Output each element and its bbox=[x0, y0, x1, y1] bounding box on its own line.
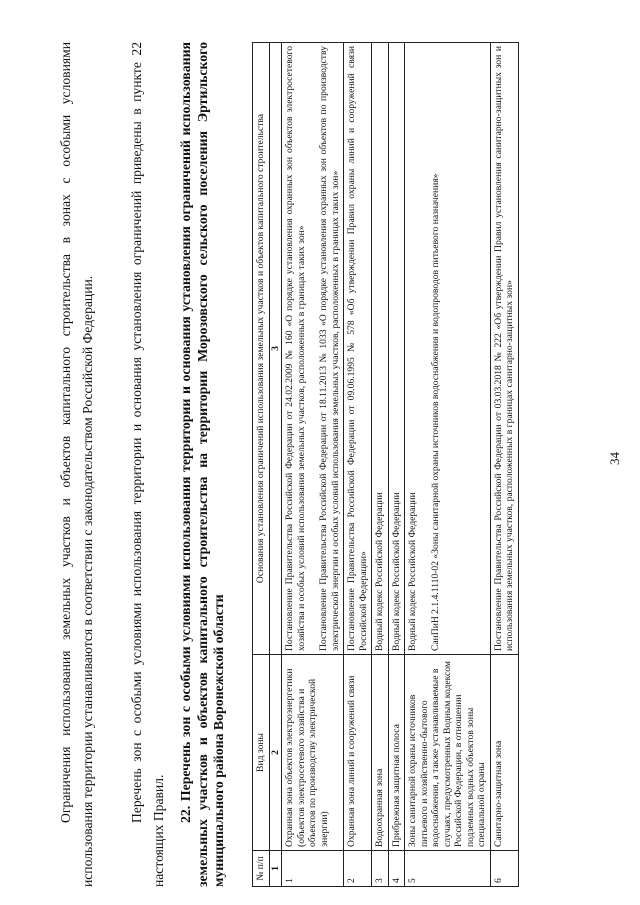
table-header-row bbox=[253, 43, 270, 887]
table-row bbox=[344, 43, 372, 887]
row-number: 1 bbox=[282, 851, 344, 887]
row-number: 4 bbox=[388, 851, 405, 887]
zone-basis bbox=[490, 43, 518, 655]
zone-basis bbox=[405, 43, 491, 655]
basis-text: Водный кодекс Российской Федерации bbox=[390, 492, 402, 651]
basis-text: Постановление Правительства Российской Федерации от 03.03.2018 № 222 «Об утверждении Правил установления санитарно-защитных зон и использования земельных участков, расположенных в границах санитарно-защитных зон» bbox=[492, 46, 515, 651]
table-row bbox=[282, 43, 344, 887]
basis-text: СанПиН 2.1.4.1110-02 «Зоны санитарной охраны источников водоснабжения и водопроводов питьевого назначения» bbox=[429, 173, 441, 651]
zone-basis bbox=[372, 43, 389, 655]
column-number: 2 bbox=[269, 655, 282, 851]
row-number: 5 bbox=[405, 851, 491, 887]
table-row bbox=[490, 43, 518, 887]
zone-type: Охранная зона объектов электроэнергетики (объектов электросетевого хозяйства и объектов по производству электрической энергии) bbox=[282, 655, 344, 851]
zone-type: Санитарно-защитная зона bbox=[490, 655, 518, 851]
header-number: № п/п bbox=[253, 851, 270, 887]
row-number: 2 bbox=[344, 851, 372, 887]
paragraph-list-reference: Перечень зон с особыми условиями использования территории и основания установления ограничений приведены в пункте 22 настоящих Правил. bbox=[129, 42, 166, 887]
zone-basis bbox=[344, 43, 372, 655]
section-heading: 22. Перечень зон с особыми условиями использования территории и основания установления ограничений использования земельных участков и объектов капитального строительства на территории Морозовского сельского поселения Эртильского муниципального района Воронежской области bbox=[178, 42, 226, 887]
basis-text: Водный кодекс Российской Федерации bbox=[374, 492, 385, 651]
header-basis: Основания установления ограничений использования земельных участков и объектов капитального строительства bbox=[253, 43, 270, 655]
page-number: 34 bbox=[607, 452, 622, 465]
zone-basis bbox=[388, 43, 405, 655]
zone-type: Охранная зона линий и сооружений связи bbox=[344, 655, 372, 851]
table-row bbox=[372, 43, 389, 887]
table-row bbox=[388, 43, 405, 887]
basis-text: Постановление Правительства Российской Федерации от 09.06.1995 № 578 «Об утверждении Правил охраны линий и сооружений связи Российской Федерации» bbox=[346, 46, 369, 651]
column-number: 1 bbox=[269, 851, 282, 887]
row-number: 6 bbox=[490, 851, 518, 887]
zone-type: Прибрежная защитная полоса bbox=[388, 655, 405, 851]
zones-table bbox=[252, 42, 519, 887]
zone-basis bbox=[282, 43, 344, 655]
paragraph-restrictions: Ограничения использования земельных участков и объектов капитального строительства в зонах с особыми условиями использования территории устанавливаются в соответствии с законодательством Российской Федерации. bbox=[58, 42, 95, 887]
basis-text: Постановление Правительства Российской Федерации от 24.02.2009 № 160 «О порядке установления охранных зон объектов электросетевого хозяйства и особых условий использования земельных участков, расположенных в границах таких зон» bbox=[284, 46, 307, 651]
table-row bbox=[405, 43, 491, 887]
header-zone-type: Вид зоны bbox=[253, 655, 270, 851]
basis-text: Водный кодекс Российской Федерации bbox=[407, 492, 418, 651]
basis-text: Постановление Правительства Российской Федерации от 18.11.2013 № 1033 «О порядке установления охранных зон объектов по производству электрической энергии и особых условий использования земельных участков, расположенных в границах таких зон» bbox=[318, 46, 341, 651]
column-number-row bbox=[269, 43, 282, 887]
zone-type: Водоохранная зона bbox=[372, 655, 389, 851]
zone-type: Зоны санитарной охраны источников питьевого и хозяйственно-бытового водоснабжения, а также устанавливаемые в случаях, предусмотренных Водным кодексом Российской Федерации, в отношении подземных водных объектов зоны специальной охраны bbox=[405, 655, 491, 851]
row-number: 3 bbox=[372, 851, 389, 887]
column-number: 3 bbox=[269, 43, 282, 655]
